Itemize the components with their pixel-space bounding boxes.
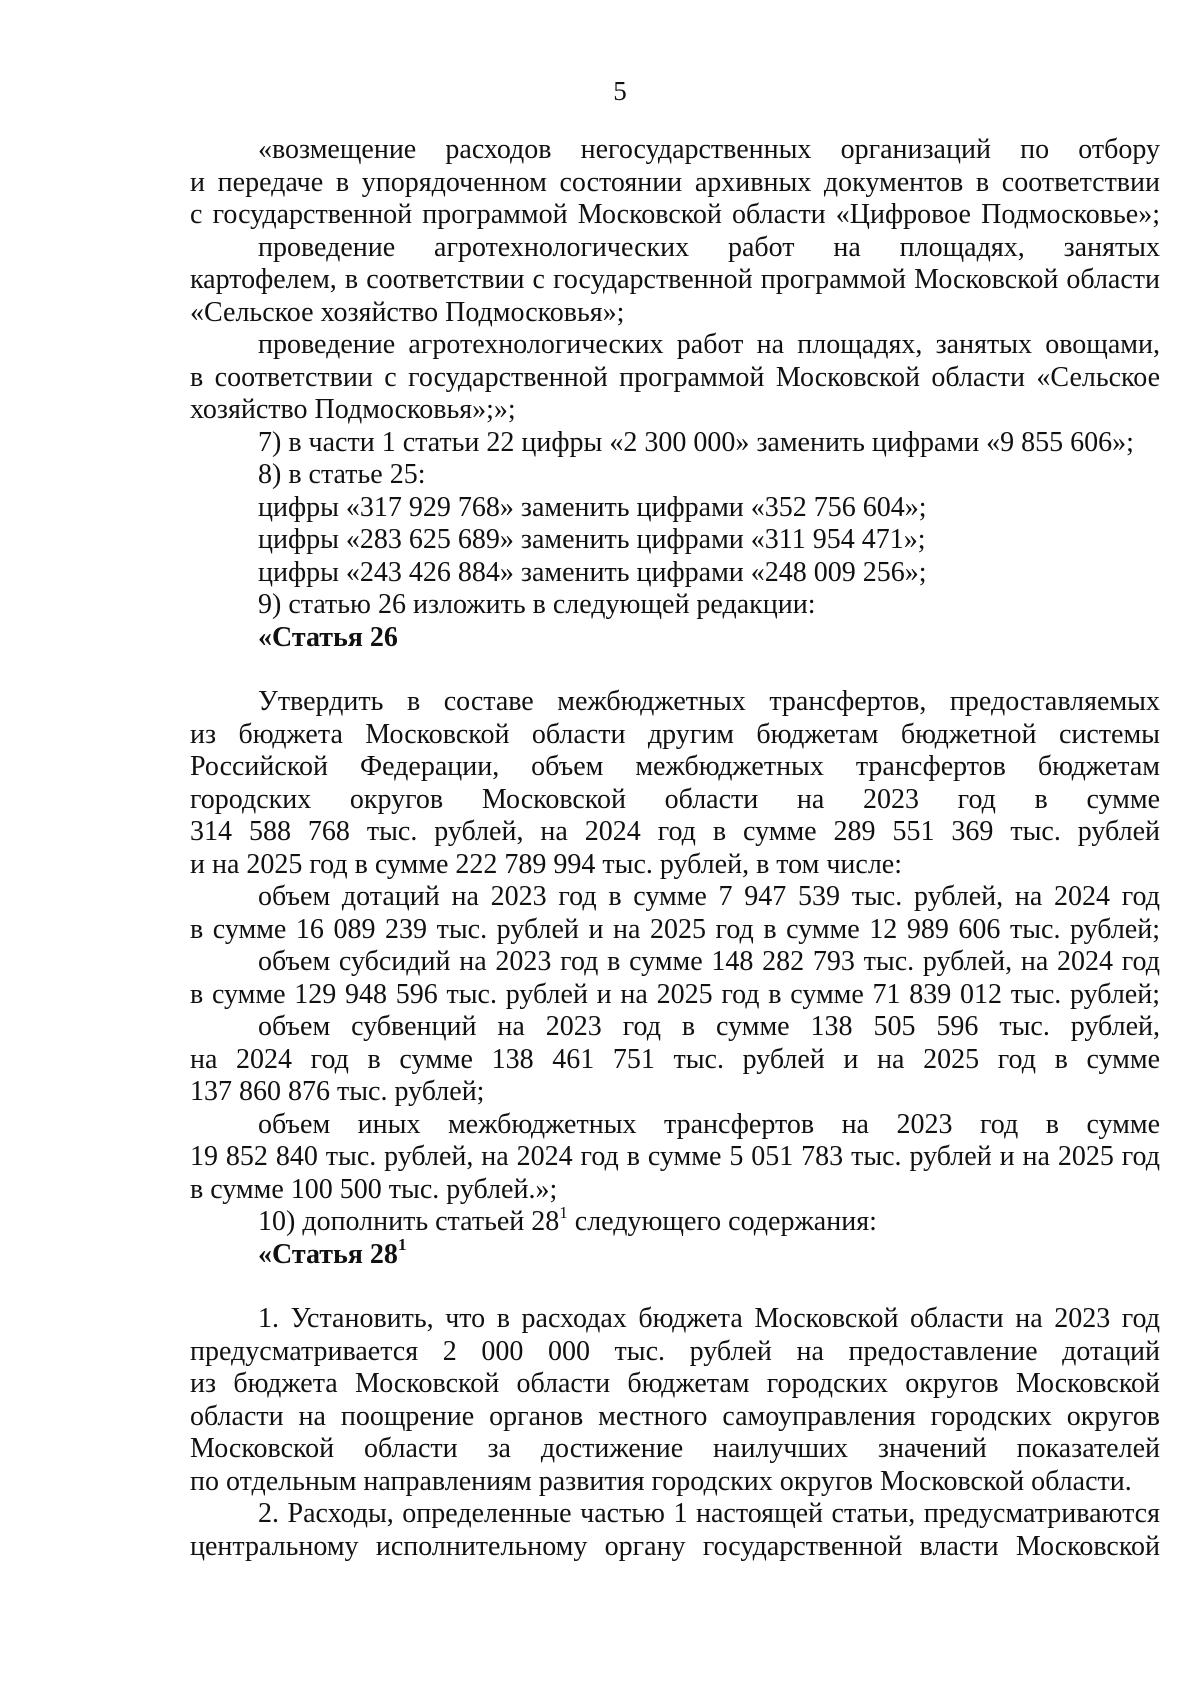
text-line: в сумме 129 948 596 тыс. рублей и на 2025 год в сумме 71 839 012 тыс. рублей; [190, 978, 1160, 1010]
spacer [190, 654, 1160, 686]
text-line: центральному исполнительному органу государственной власти Московской [190, 1530, 1160, 1562]
document-body [190, 134, 1160, 1563]
text-line: картофелем, в соответствии с государственной программой Московской области [190, 264, 1160, 295]
text-line: 314 588 768 тыс. рублей, на 2024 год в сумме 289 551 369 тыс. рублей [190, 816, 1160, 847]
text-line: 2. Расходы, определенные частью 1 настоящей статьи, предусматриваются [258, 1498, 1160, 1529]
text-fragment: 10) дополнить статьей 28 [258, 1206, 560, 1237]
text-line: 8) в статье 25: [258, 459, 426, 490]
text-line: в сумме 100 500 тыс. рублей.»; [190, 1173, 558, 1205]
text-fragment: «Статья 28 [258, 1238, 398, 1270]
text-fragment: следующего содержания: [567, 1206, 877, 1237]
superscript: 1 [397, 1238, 407, 1255]
spacer [190, 1271, 1160, 1303]
superscript: 1 [559, 1206, 568, 1222]
text-line: «возмещение расходов негосударственных организаций по отбору [258, 134, 1160, 165]
text-line: 1. Установить, что в расходах бюджета Московской области на 2023 год [258, 1303, 1160, 1334]
text-line: и на 2025 год в сумме 222 789 994 тыс. рублей, в том числе: [190, 848, 903, 880]
text-line: 19 852 840 тыс. рублей, на 2024 год в сумме 5 051 783 тыс. рублей и на 2025 год [190, 1141, 1160, 1172]
text-line: хозяйство Подмосковья»;»; [190, 394, 516, 425]
text-line [190, 1206, 1160, 1239]
text-line: 137 860 876 тыс. рублей; [190, 1076, 485, 1107]
text-line: объем субсидий на 2023 год в сумме 148 282 793 тыс. рублей, на 2024 год [258, 946, 1160, 977]
text-line: по отдельным направлениям развития городских округов Московской области. [190, 1465, 1132, 1497]
text-line: цифры «283 625 689» заменить цифрами «311 954 471»; [258, 524, 926, 555]
text-line: цифры «243 426 884» заменить цифрами «248 009 256»; [258, 556, 927, 588]
text-line: предусматривается 2 000 000 тыс. рублей на предоставление дотаций [190, 1335, 1160, 1367]
text-line: в сумме 16 089 239 тыс. рублей и на 2025 год в сумме 12 989 606 тыс. рублей; [190, 913, 1160, 945]
text-line: объем дотаций на 2023 год в сумме 7 947 539 тыс. рублей, на 2024 год [258, 881, 1160, 912]
text-line: цифры «317 929 768» заменить цифрами «352 756 604»; [258, 491, 927, 523]
text-line: 9) статью 26 изложить в следующей редакции: [258, 589, 816, 620]
text-line: 7) в части 1 статьи 22 цифры «2 300 000» заменить цифрами «9 855 606»; [258, 426, 1134, 458]
text-line: и передаче в упорядоченном состоянии архивных документов в соответствии [190, 166, 1160, 198]
text-line: области на поощрение органов местного самоуправления городских округов [190, 1400, 1160, 1432]
page-number: 5 [613, 76, 627, 106]
text-line: объем субвенций на 2023 год в сумме 138 505 596 тыс. рублей, [258, 1011, 1160, 1042]
text-line: «Сельское хозяйство Подмосковья»; [190, 296, 625, 328]
text-line: с государственной программой Московской области «Цифровое Подмосковье»; [190, 199, 1160, 230]
text-line: проведение агротехнологических работ на площадях, занятых овощами, [258, 329, 1160, 360]
text-line: из бюджета Московской области бюджетам городских округов Московской [190, 1368, 1160, 1399]
text-line: из бюджета Московской области другим бюджетам бюджетной системы [190, 718, 1160, 750]
article-heading: «Статья 26 [258, 621, 398, 653]
article-heading [190, 1239, 1160, 1272]
text-line: Московской области за достижение наилучших значений показателей [190, 1433, 1160, 1464]
text-line: на 2024 год в сумме 138 461 751 тыс. рублей и на 2025 год в сумме [190, 1043, 1160, 1075]
text-line: городских округов Московской области на 2023 год в сумме [190, 783, 1160, 815]
text-line: объем иных межбюджетных трансфертов на 2023 год в сумме [258, 1108, 1160, 1140]
text-line: Утвердить в составе межбюджетных трансфертов, предоставляемых [258, 686, 1160, 717]
text-line: проведение агротехнологических работ на площадях, занятых [258, 231, 1160, 263]
text-line: в соответствии с государственной программой Московской области «Сельское [190, 361, 1160, 393]
text-line: Российской Федерации, объем межбюджетных трансфертов бюджетам [190, 751, 1160, 782]
